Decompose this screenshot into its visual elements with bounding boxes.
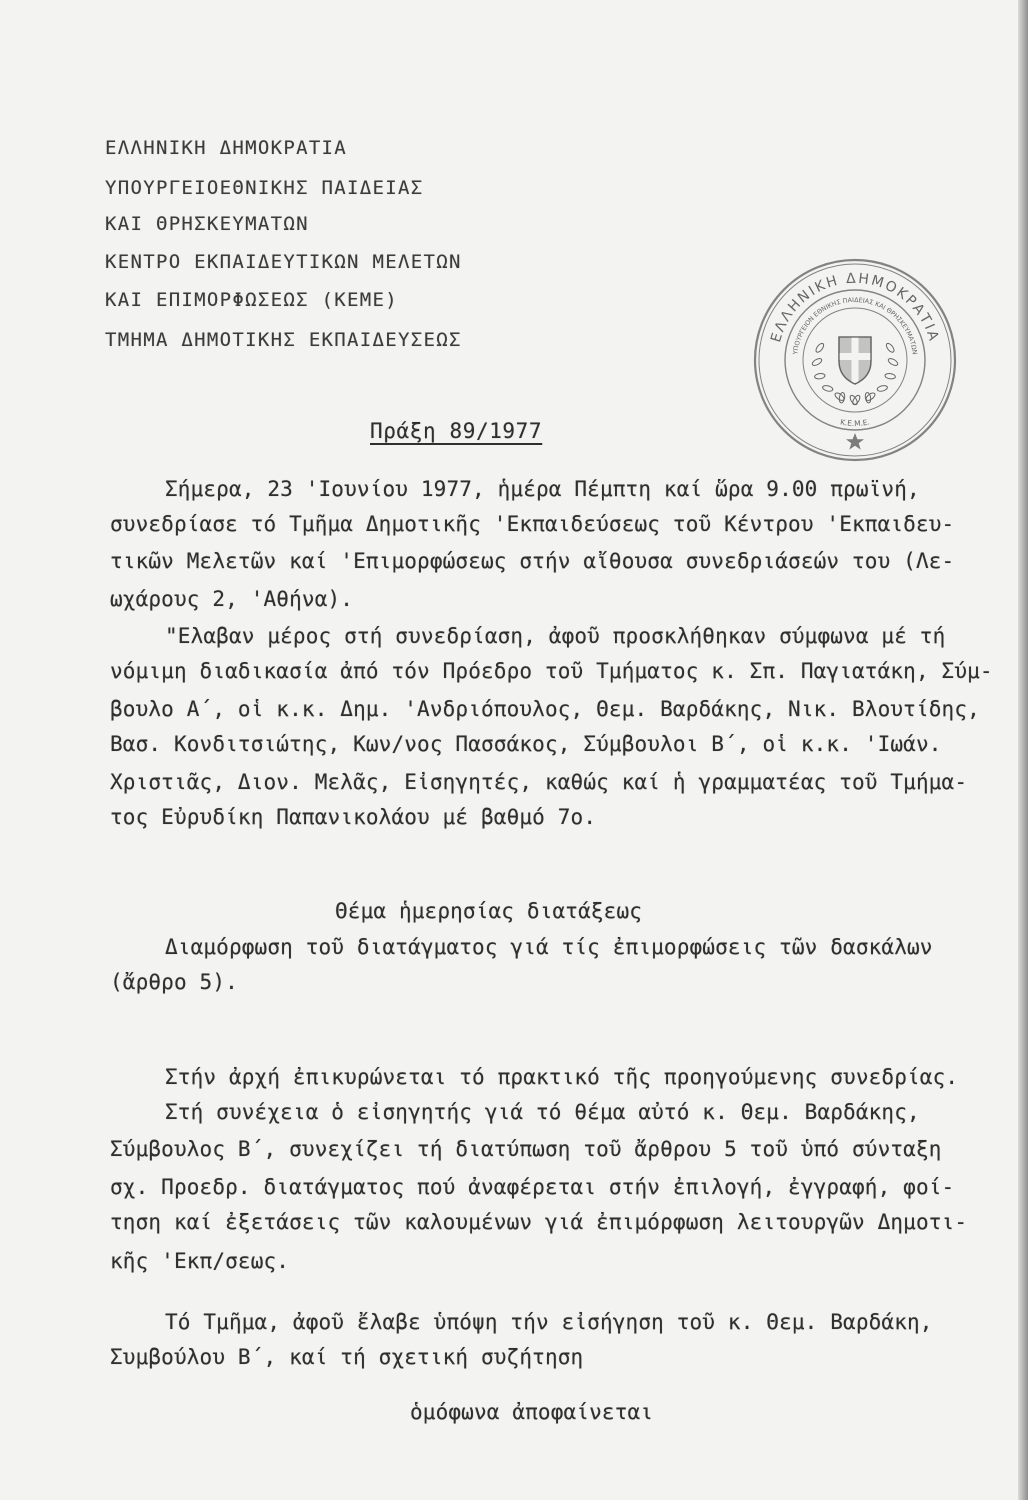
letterhead-line: ΚΕΝΤΡΟ ΕΚΠΑΙΔΕΥΤΙΚΩΝ ΜΕΛΕΤΩΝ [105, 251, 462, 273]
opening-line: ωχάρους 2, 'Αθήνα). [110, 587, 354, 611]
letterhead-line: ΚΑΙ ΕΠΙΜΟΡΦΩΣΕΩΣ (ΚΕΜΕ) [105, 289, 398, 311]
scan-edge [1018, 0, 1028, 1500]
coat-of-arms-icon [839, 337, 871, 384]
proceedings-line: Σύμβουλος Β΄, συνεχίζει τή διατύπωση τοῦ ἄρθρου 5 τοῦ ὑπό σύνταξη [110, 1137, 942, 1161]
wreath-leaf [822, 385, 833, 393]
stamp-outer-text: ΕΛΛΗΝΙΚΗ ΔΗΜΟΚΡΑΤΙΑ [768, 270, 942, 345]
stamp-bottom-text: Κ.Ε.Μ.Ε. [839, 417, 871, 429]
letterhead-line: ΕΛΛΗΝΙΚΗ ΔΗΜΟΚΡΑΤΙΑ [105, 137, 348, 159]
wreath-leaf [815, 342, 826, 353]
agenda-line: Διαμόρφωση τοῦ διατάγματος γιά τίς ἐπιμορφώσεις τῶν δασκάλων [165, 935, 933, 959]
wreath-leaf [814, 373, 825, 380]
proceedings-line: τηση καί ἐξετάσεις τῶν καλουμένων γιά ἐπιμόρφωση λειτουργῶν Δημοτι- [110, 1210, 968, 1234]
letterhead-line: ΥΠΟΥΡΓΕΙΟΕΘΝΙΚΗΣ ΠΑΙΔΕΙΑΣ [105, 177, 424, 199]
decision-line: Συμβούλου Β΄, καί τή σχετική συζήτηση [110, 1345, 584, 1369]
proceedings-line: Στή συνέχεια ὁ εἰσηγητής γιά τό θέμα αὐτό κ. Θεμ. Βαρδάκης, [165, 1100, 920, 1124]
attendance-line: Χριστιᾶς, Διον. Μελᾶς, Εἰσηγητές, καθώς καί ἡ γραμματέας τοῦ Τμήμα- [110, 770, 968, 794]
proceedings-line: Στήν ἀρχή ἐπικυρώνεται τό πρακτικό τῆς προηγούμενης συνεδρίας. [165, 1065, 959, 1089]
opening-line: τικῶν Μελετῶν καί 'Επιμορφώσεως στήν αἴθουσα συνεδριάσεών του (Λε- [110, 549, 955, 573]
stamp-inner-text: ΥΠΟΥΡΓΕΙΟΝ ΕΘΝΙΚΗΣ ΠΑΙΔΕΙΑΣ ΚΑΙ ΘΡΗΣΚΕΥΜΑΤΩΝ [791, 295, 919, 356]
decision-line: Τό Τμῆμα, ἀφοῦ ἔλαβε ὑπόψη τήν εἰσήγηση τοῦ κ. Θεμ. Βαρδάκη, [165, 1310, 933, 1334]
act-title: Πράξη 89/1977 [370, 419, 543, 443]
letterhead-line: ΚΑΙ ΘΡΗΣΚΕΥΜΑΤΩΝ [105, 213, 309, 235]
agenda-line: (ἄρθρο 5). [110, 970, 238, 994]
attendance-line: "Ελαβαν μέρος στή συνεδρίαση, ἀφοῦ προσκλήθηκαν σύμφωνα μέ τή [165, 624, 946, 648]
wreath-leaf [877, 385, 888, 393]
attendance-line: Βασ. Κονδιτσιώτης, Κων/νος Πασσάκος, Σύμβουλοι Β΄, οἱ κ.κ. 'Ιωάν. [110, 732, 942, 756]
agenda-heading: Θέμα ἡμερησίας διατάξεως [335, 899, 643, 923]
attendance-line: νόμιμη διαδικασία ἀπό τόν Πρόεδρο τοῦ Τμήματος κ. Σπ. Παγιατάκη, Σύμ- [110, 659, 993, 683]
attendance-line: βουλο Α΄, οἱ κ.κ. Δημ. 'Ανδριόπουλος, Θεμ. Βαρδάκης, Νικ. Βλουτίδης, [110, 697, 980, 721]
wreath-leaf [885, 373, 896, 380]
proceedings-line: σχ. Προεδρ. διατάγματος πού ἀναφέρεται στήν ἐπιλογή, ἐγγραφή, φοί- [110, 1175, 955, 1199]
proceedings-line: κῆς 'Εκπ/σεως. [110, 1249, 290, 1273]
stamp-star-icon [846, 433, 864, 450]
wreath-leaf [885, 342, 896, 353]
letterhead-line: ΤΜΗΜΑ ΔΗΜΟΤΙΚΗΣ ΕΚΠΑΙΔΕΥΣΕΩΣ [105, 329, 462, 351]
opening-line: Σήμερα, 23 'Ιουνίου 1977, ἡμέρα Πέμπτη καί ὥρα 9.00 πρωϊνή, [165, 477, 920, 501]
wreath-leaf [887, 357, 899, 367]
official-stamp [750, 255, 960, 465]
wreath-leaf [811, 357, 823, 367]
decision-closing: ὁμόφωνα ἀποφαίνεται [410, 1400, 654, 1424]
opening-line: συνεδρίασε τό Τμῆμα Δημοτικῆς 'Εκπαιδεύσεως τοῦ Κέντρου 'Εκπαιδευ- [110, 512, 955, 536]
attendance-line: τος Εὐρυδίκη Παπανικολάου μέ βαθμό 7ο. [110, 805, 597, 829]
